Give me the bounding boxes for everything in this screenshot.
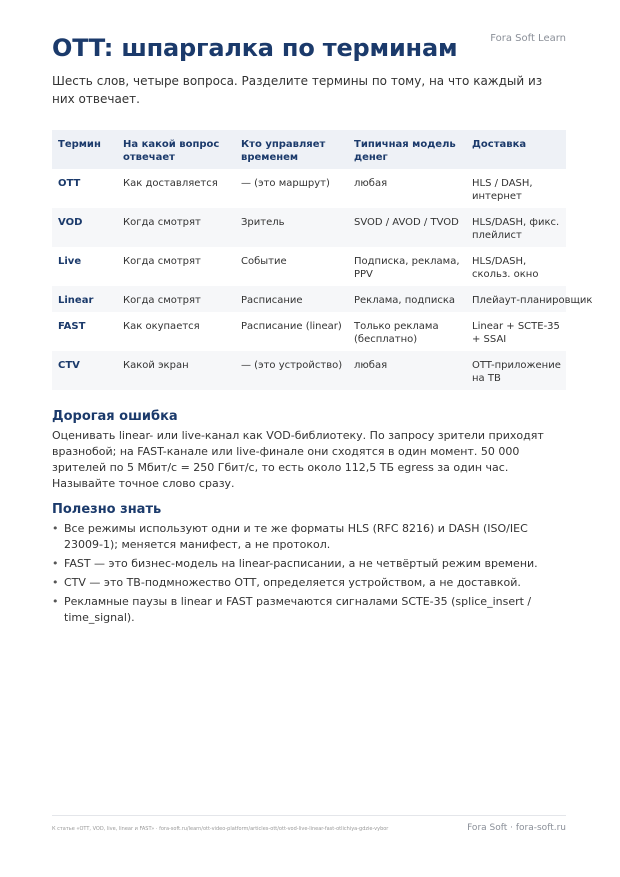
mistake-heading: Дорогая ошибка bbox=[52, 409, 178, 424]
money-model-cell: SVOD / AVOD / TVOD bbox=[348, 208, 466, 247]
term-cell: OTT bbox=[58, 178, 81, 189]
footer-brand: Fora Soft · fora-soft.ru bbox=[467, 823, 566, 833]
term-cell: Linear bbox=[52, 286, 117, 312]
money-model-cell: Реклама, подписка bbox=[348, 286, 466, 312]
question-cell: Какой экран bbox=[117, 351, 235, 390]
term-cell: VOD bbox=[52, 208, 117, 247]
delivery-cell: HLS/DASH, скольз. окно bbox=[472, 256, 539, 280]
money-model-cell: любая bbox=[354, 178, 388, 189]
delivery-cell: HLS / DASH, интернет bbox=[472, 178, 533, 202]
terms-table bbox=[52, 130, 593, 390]
column-header-delivery: Доставка bbox=[466, 130, 566, 169]
list-item: • Все режимы используют одни и те же форматы HLS (RFC 8216) и DASH (ISO/IEC 23009-1); меняется манифест, а не протокол. bbox=[52, 521, 567, 553]
delivery-cell: Плейаут-планировщик bbox=[466, 286, 566, 312]
table-header-row bbox=[52, 130, 566, 169]
time-control-cell: Событие bbox=[241, 256, 287, 267]
delivery-cell: OTT-приложение на ТВ bbox=[466, 351, 566, 390]
money-model-cell: Только реклама (бесплатно) bbox=[354, 321, 439, 345]
question-cell: Когда смотрят bbox=[117, 208, 235, 247]
mistake-text: Оценивать linear- или live-канал как VOD-библиотеку. По запросу зрители приходят вразнобой; на FAST-канале или live-финале они сходятся в один момент. 50 000 зрителей по 5 Мбит/с = 250 Гбит/с, то есть около 112,5 ТБ egress за один час. Называйте точное слово сразу. bbox=[52, 429, 544, 490]
time-control-cell: — (это маршрут) bbox=[241, 178, 330, 189]
list-item: • Рекламные паузы в linear и FAST размечаются сигналами SCTE-35 (splice_insert / time_signal). bbox=[52, 594, 567, 626]
footer-divider bbox=[52, 815, 566, 816]
table-row bbox=[52, 169, 566, 208]
useful-list bbox=[52, 521, 567, 629]
table-row bbox=[52, 286, 566, 312]
delivery-cell: HLS/DASH, фикс. плейлист bbox=[466, 208, 566, 247]
time-control-cell: Расписание bbox=[235, 286, 348, 312]
question-cell: Когда смотрят bbox=[123, 256, 201, 267]
list-item: • CTV — это ТВ-подмножество OTT, определяется устройством, а не доставкой. bbox=[52, 575, 567, 591]
table-row bbox=[52, 208, 566, 247]
column-header-money-model: Типичная модель денег bbox=[348, 130, 466, 169]
term-cell: Live bbox=[58, 256, 82, 267]
money-model-cell: любая bbox=[348, 351, 466, 390]
page-title: OTT: шпаргалка по терминам bbox=[52, 34, 458, 62]
list-item: • FAST — это бизнес-модель на linear-расписании, а не четвёртый режим времени. bbox=[52, 556, 567, 572]
money-model-cell: Подписка, реклама, PPV bbox=[354, 256, 460, 280]
column-header-term: Термин bbox=[52, 130, 117, 169]
term-cell: CTV bbox=[52, 351, 117, 390]
table-row bbox=[52, 351, 566, 390]
time-control-cell: Зритель bbox=[235, 208, 348, 247]
time-control-cell: — (это устройство) bbox=[235, 351, 348, 390]
column-header-time-control: Кто управляет временем bbox=[235, 130, 348, 169]
brand-label: Fora Soft Learn bbox=[490, 33, 566, 44]
footer-source-link[interactable]: К статье «OTT, VOD, live, linear и FAST» · fora-soft.ru/learn/ott-video-platform/articles-ott/ott-vod-live-linear-fast-otlichiya-gdzie-vybor bbox=[52, 826, 389, 832]
question-cell: Когда смотрят bbox=[117, 286, 235, 312]
question-cell: Как доставляется bbox=[123, 178, 218, 189]
question-cell: Как окупается bbox=[123, 321, 200, 332]
table-row bbox=[52, 247, 566, 286]
page-subtitle: Шесть слов, четыре вопроса. Разделите термины по тому, на что каждый из них отвечает. bbox=[52, 74, 543, 106]
table-row bbox=[52, 312, 566, 351]
column-header-question: На какой вопрос отвечает bbox=[117, 130, 235, 169]
useful-heading: Полезно знать bbox=[52, 502, 162, 517]
delivery-cell: Linear + SCTE-35 + SSAI bbox=[472, 321, 560, 345]
time-control-cell: Расписание (linear) bbox=[241, 321, 342, 332]
term-cell: FAST bbox=[58, 321, 86, 332]
